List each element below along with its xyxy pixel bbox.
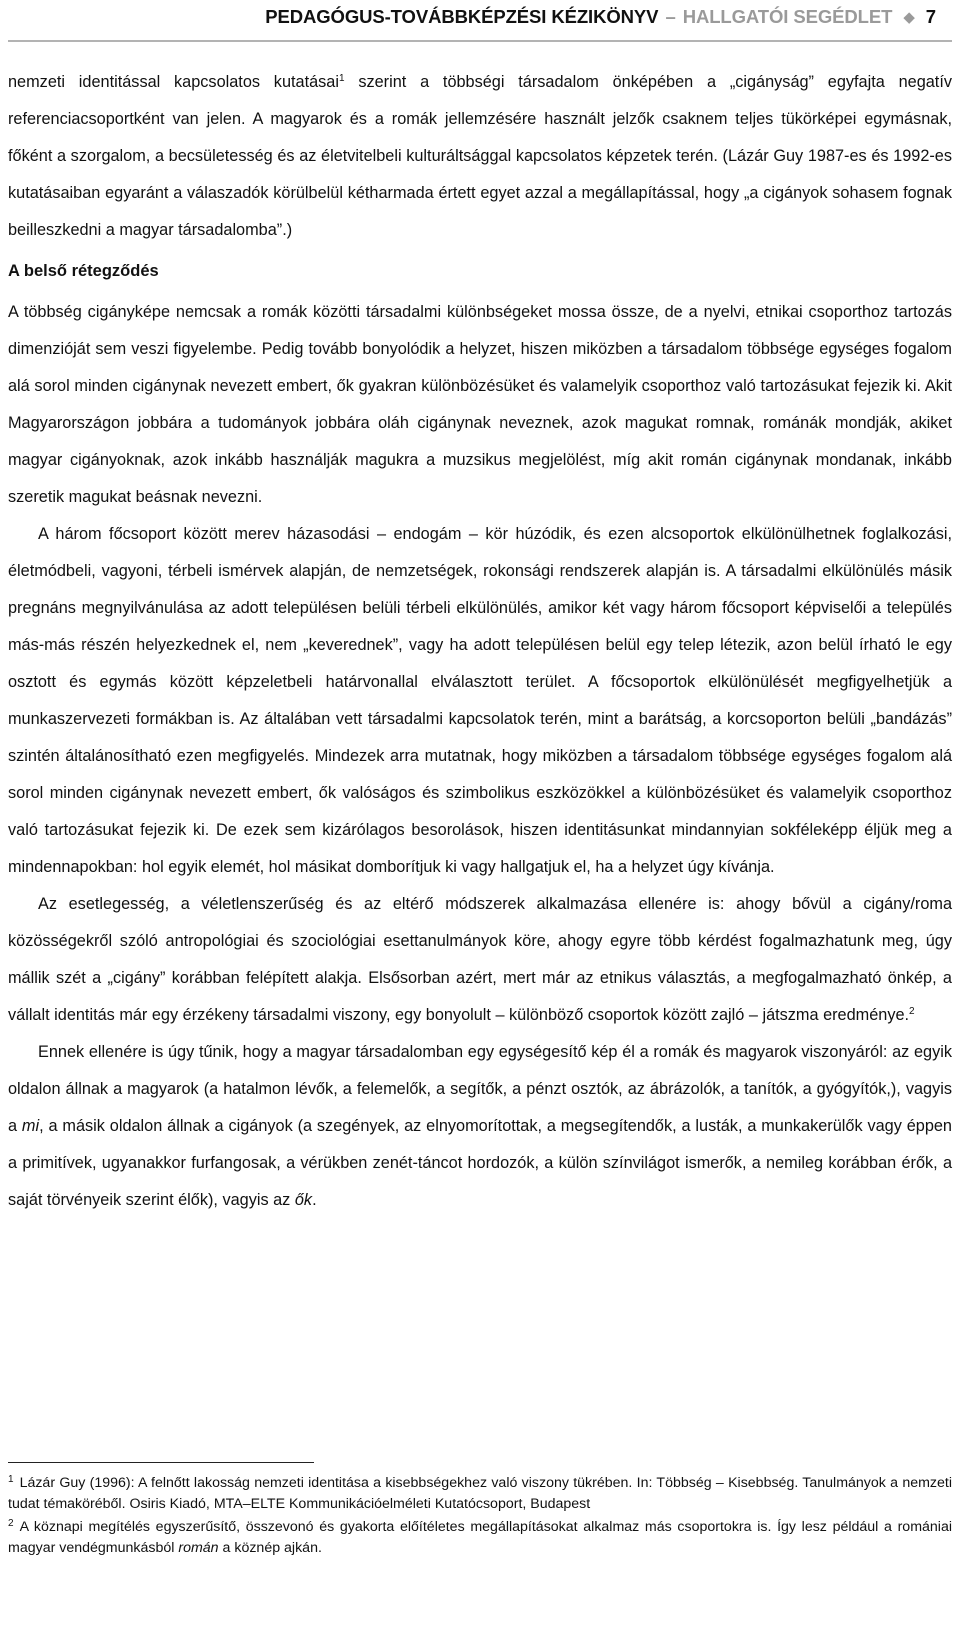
paragraph-1-text-b: szerint a többségi társadalom önképében a „cigányság” egyfajta negatív referenciacsoportként van jelen. A magyarok és a romák jellemzésére használt jelzők csaknem teljes tükörképei egymásnak, főként a szorgalom, a becsületesség és az életvitelbeli kulturáltsággal kapcsolatos képzetek terén. (Lázár Guy 1987-es és 1992-es kutatásaiban egyaránt a válaszadók körülbelül kétharmada értett egyet azzal a megállapítással, hogy „a cigányok sohasem fognak beilleszkedni a magyar társadalomba”.) bbox=[8, 73, 952, 239]
paragraph-5 bbox=[8, 1034, 952, 1219]
header-divider bbox=[8, 40, 952, 42]
section-heading: A belső rétegződés bbox=[8, 262, 159, 280]
diamond-icon: ◆ bbox=[903, 9, 915, 26]
footnote-ref-1: 1 bbox=[338, 73, 345, 84]
page-number: 7 bbox=[925, 6, 936, 27]
footnote-2-text-b: a köznép ajkán. bbox=[218, 1540, 322, 1556]
paragraph-2: A többség cigányképe nemcsak a romák közötti társadalmi különbségeket mossa össze, de a nyelvi, etnikai csoporthoz tartozás dimenzióját sem veszi figyelembe. Pedig tovább bonyolódik a helyzet, hiszen miközben a társadalom többsége egységes fogalom alá sorol minden cigánynak nevezett embert, ők gyakran különbözésüket és valamelyik csoporthoz való tartozásukat fejezik ki. Akit Magyarországon jobbára a tudományok jobbára oláh cigánynak neveznek, azok magukat romnak, románák mondják, akiket magyar cigányoknak, azok inkább használják magukra a muzsikus megjelölést, míg akit román cigánynak mondanak, inkább szeretik magukat beásnak nevezni. bbox=[8, 303, 952, 506]
paragraph-5-text-b: , a másik oldalon állnak a cigányok (a szegények, az elnyomorítottak, a megsegítendők, a lusták, a munkakerülők vagy éppen a primitívek, ugyanakkor furfangosak, a vérükben zenét-táncot hordozók, a külön színvilágot ismerők, a nemileg korábban érők, a saját törvényeik szerint élők), vagyis az bbox=[8, 1117, 952, 1209]
paragraph-5-emphasis-ok: ők bbox=[294, 1191, 313, 1209]
paragraph-5-text-c: . bbox=[312, 1191, 317, 1209]
footnote-divider bbox=[8, 1462, 314, 1463]
footnote-1-text: Lázár Guy (1996): A felnőtt lakosság nemzeti identitása a kisebbségekhez való viszony tükrében. In: Többség – Kisebbség. Tanulmányok a nemzeti tudat témaköréből. Osiris Kiadó, MTA–ELTE Kommunikációelméleti Kutatócsoport, Budapest bbox=[8, 1475, 952, 1512]
footnote-2-number: 2 bbox=[8, 1518, 14, 1529]
paragraph-3: A három főcsoport között merev házasodási – endogám – kör húzódik, és ezen alcsoportok elkülönülhetnek foglalkozási, életmódbeli, vagyoni, térbeli ismérvek alapján, de nemzetségek, rokonsági rendszerek alapján is. A társadalmi elkülönülés másik pregnáns megnyilvánulása az adott településen belüli térbeli elkülönülés, amikor két vagy három főcsoport képviselői a település más-más részén helyezkednek el, nem „keverednek”, vagy ha adott településen belül egy telep létezik, azon belül írható le egy osztott és egymás között képzeletbeli határvonallal elválasztott terület. A főcsoportok elkülönülését megfigyelhetjük a munkaszervezeti formákban is. Az általában vett társadalmi kapcsolatok terén, mint a barátság, a korcsoporton belüli „bandázás” szintén általánosítható ezen megfigyelés. Mindezek arra mutatnak, hogy miközben a társadalom többsége egységes fogalom alá sorol minden cigánynak nevezett embert, ők valóságos és szimbolikus eszközökkel a különbözésüket és valamelyik csoporthoz való tartozásukat fejezik ki. De ezek sem kizárólagos besorolások, hiszen identitásunkat mindannyian sokféleképp éljük meg a mindennapokban: hol egyik elemét, hol másikat domborítjuk ki vagy hallgatjuk el, ha a helyzet úgy kívánja. bbox=[8, 525, 952, 876]
paragraph-5-emphasis-mi: mi bbox=[21, 1117, 40, 1135]
header-line bbox=[265, 6, 936, 28]
footnote-1 bbox=[8, 1473, 952, 1515]
footnote-1-number: 1 bbox=[8, 1474, 14, 1485]
paragraph-1 bbox=[8, 64, 952, 249]
paragraph-5-text-a: Ennek ellenére is úgy tűnik, hogy a magyar társadalomban egy egységesítő kép él a romák és magyarok viszonyáról: az egyik oldalon állnak a magyarok (a hatalmon lévők, a felemelők, a segítők, a pénzt osztók, az ábrázolók, a tanítók, a gyógyítók,), vagyis a bbox=[8, 1043, 952, 1135]
footnote-2-emphasis: román bbox=[178, 1540, 219, 1556]
header-separator: – bbox=[665, 6, 676, 27]
footnote-ref-2: 2 bbox=[909, 1006, 915, 1017]
footnote-2 bbox=[8, 1517, 952, 1559]
footnote-2-text-a: A köznapi megítélés egyszerűsítő, összevonó és gyakorta előítéletes megállapításokat alkalmaz más csoportokra is. Így lesz például a romániai magyar vendégmunkásból bbox=[8, 1519, 952, 1556]
book-subtitle: HALLGATÓI SEGÉDLET bbox=[682, 6, 893, 27]
page-body bbox=[8, 64, 952, 1219]
paragraph-4-text: Az esetlegesség, a véletlenszerűség és az eltérő módszerek alkalmazása ellenére is: ahogy bővül a cigány/roma közösségekről szóló antropológiai és szociológiai esettanulmányok köre, ahogy egyre több kérdést fogalmazhatunk meg, úgy mállik szét a „cigány” korábban felépített alakja. Elsősorban azért, mert már az etnikus választás, a megfogalmazható önkép, a vállalt identitás már egy érzékeny társadalmi viszony, egy bonyolult – különböző csoportok között zajló – játszma eredménye. bbox=[8, 895, 952, 1024]
paragraph-1-text-a: nemzeti identitással kapcsolatos kutatásai bbox=[8, 73, 339, 91]
paragraph-4 bbox=[8, 886, 952, 1034]
running-header bbox=[0, 0, 960, 40]
book-title: PEDAGÓGUS-TOVÁBBKÉPZÉSI KÉZIKÖNYV bbox=[265, 6, 659, 27]
footnotes bbox=[8, 1462, 952, 1559]
